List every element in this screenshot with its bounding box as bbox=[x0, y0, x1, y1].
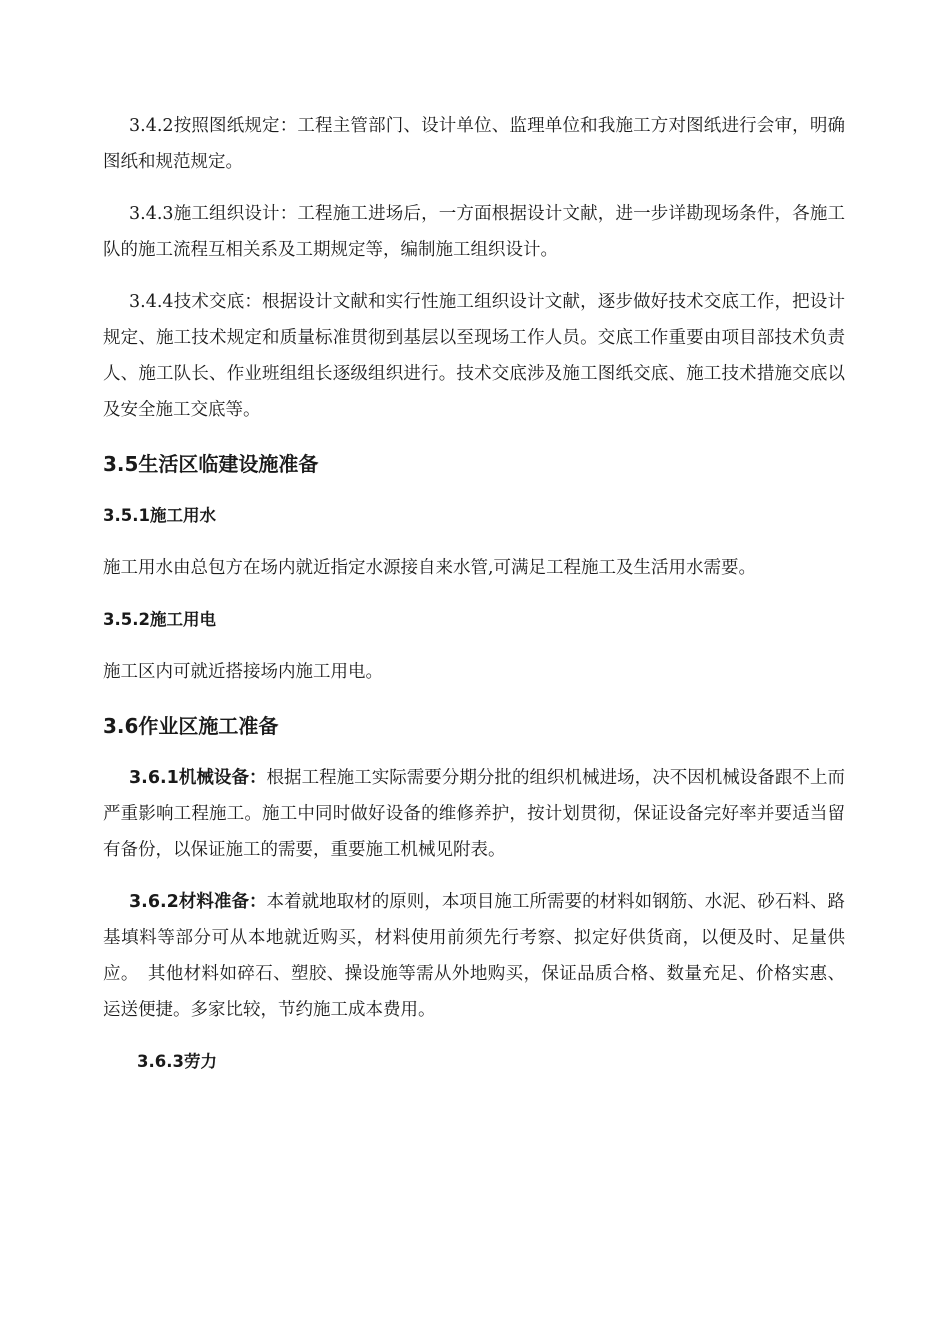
paragraph-3-4-2: 3.4.2按照图纸规定：工程主管部门、设计单位、监理单位和我施工方对图纸进行会审，明确图纸和规范规定。 bbox=[103, 116, 845, 172]
paragraph-3-5-2: 施工区内可就近搭接场内施工用电。 bbox=[103, 662, 383, 682]
heading-3-5-1: 3.5.1施工用水 bbox=[103, 506, 216, 525]
paragraph-3-4-3: 3.4.3施工组织设计：工程施工进场后，一方面根据设计文献，进一步详勘现场条件，各施工队的施工流程互相关系及工期规定等，编制施工组织设计。 bbox=[103, 204, 845, 260]
heading-3-6: 3.6作业区施工准备 bbox=[103, 714, 279, 738]
paragraph-3-6-2-text: 本着就地取材的原则，本项目施工所需要的材料如钢筋、水泥、砂石料、路基填料等部分可从本地就近购买，材料使用前须先行考察、拟定好供货商，以便及时、足量供应。 其他材料如碎石、塑胶、操设施等需从外地购买，保证品质合格、数量充足、价格实惠、运送便捷。多家比较，节约施工成本费用。 bbox=[103, 892, 845, 1020]
paragraph-3-5-1: 施工用水由总包方在场内就近指定水源接自来水管,可满足工程施工及生活用水需要。 bbox=[103, 558, 757, 578]
paragraph-3-4-4: 3.4.4技术交底：根据设计文献和实行性施工组织设计文献，逐步做好技术交底工作，把设计规定、施工技术规定和质量标准贯彻到基层以至现场工作人员。交底工作重要由项目部技术负责人、施工队长、作业班组组长逐级组织进行。技术交底涉及施工图纸交底、施工技术措施交底以及安全施工交底等。 bbox=[103, 292, 845, 420]
paragraph-3-6-1-lead: 3.6.1机械设备： bbox=[129, 768, 267, 788]
paragraph-3-6-1-text: 根据工程施工实际需要分期分批的组织机械进场，决不因机械设备跟不上而严重影响工程施工。施工中同时做好设备的维修养护，按计划贯彻，保证设备完好率并要适当留有备份，以保证施工的需要，重要施工机械见附表。 bbox=[103, 768, 845, 860]
paragraph-3-6-2-lead: 3.6.2材料准备： bbox=[129, 892, 267, 912]
paragraph-3-6-1 bbox=[103, 760, 845, 868]
paragraph-3-6-2 bbox=[103, 884, 845, 1028]
heading-3-5-2: 3.5.2施工用电 bbox=[103, 610, 216, 629]
heading-3-6-3: 3.6.3劳力 bbox=[137, 1052, 217, 1071]
document-page bbox=[103, 108, 845, 1080]
heading-3-5: 3.5生活区临建设施准备 bbox=[103, 452, 319, 476]
